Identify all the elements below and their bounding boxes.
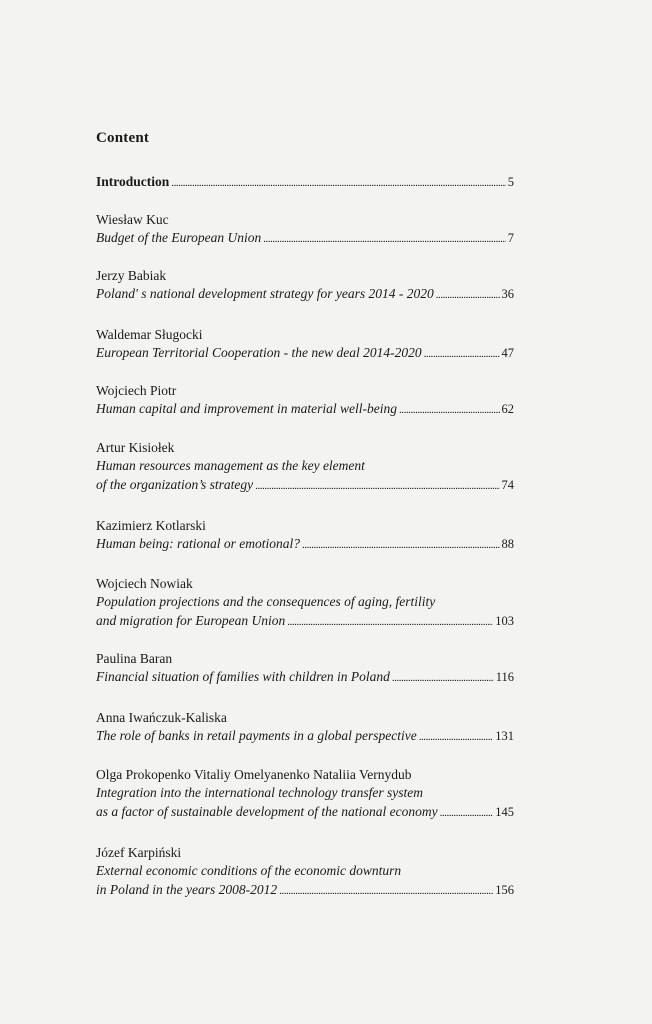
entry-author: Wojciech Piotr <box>96 383 177 398</box>
toc-entry <box>96 285 514 304</box>
toc-entry <box>96 535 514 554</box>
entry-title: of the organization’s strategy <box>96 477 254 492</box>
entry-title: Human being: rational or emotional? <box>96 536 300 551</box>
page-number: 103 <box>495 614 514 628</box>
entry-title: and migration for European Union <box>96 613 286 628</box>
entry-author: Wiesław Kuc <box>96 212 169 227</box>
dot-leader <box>419 727 494 746</box>
page-number: 74 <box>501 478 514 492</box>
page-number: 88 <box>501 537 514 551</box>
dot-leader <box>399 400 500 419</box>
dot-leader <box>436 285 500 304</box>
dot-leader <box>255 476 499 495</box>
dot-leader <box>302 535 500 554</box>
entry-author: Olga Prokopenko Vitaliy Omelyanenko Nataliia Vernydub <box>96 767 412 782</box>
toc-entry <box>96 668 514 687</box>
page-number: 62 <box>501 402 514 416</box>
toc-entry <box>96 344 514 363</box>
dot-leader <box>287 612 493 631</box>
entry-title: Financial situation of families with children in Poland <box>96 669 390 684</box>
toc-entry <box>96 400 514 419</box>
entry-title: as a factor of sustainable development of the national economy <box>96 804 438 819</box>
entry-title-line: Human resources management as the key element <box>96 458 365 473</box>
dot-leader <box>424 344 500 363</box>
entry-title: Introduction <box>96 174 170 189</box>
toc-entry <box>96 476 514 495</box>
entry-author: Józef Karpiński <box>96 845 182 860</box>
page-number: 116 <box>495 670 514 684</box>
entry-author: Wojciech Nowiak <box>96 576 193 591</box>
toc-entry <box>96 727 514 746</box>
dot-leader <box>263 229 506 248</box>
entry-title-line: Integration into the international technology transfer system <box>96 785 423 800</box>
dot-leader <box>392 668 494 687</box>
page-number: 131 <box>495 729 514 743</box>
toc-entry-introduction <box>96 173 514 192</box>
page-number: 36 <box>501 287 514 301</box>
entry-title: European Territorial Cooperation - the new deal 2014-2020 <box>96 345 422 360</box>
toc-entry <box>96 612 514 631</box>
toc-entry <box>96 229 514 248</box>
toc-entry <box>96 803 514 822</box>
page-number: 47 <box>501 346 514 360</box>
dot-leader <box>279 881 493 900</box>
page-number: 5 <box>507 175 514 189</box>
entry-author: Artur Kisiołek <box>96 440 175 455</box>
entry-author: Paulina Baran <box>96 651 173 666</box>
page-number: 145 <box>495 805 514 819</box>
entry-author: Waldemar Sługocki <box>96 327 203 342</box>
entry-author: Anna Iwańczuk-Kaliska <box>96 710 227 725</box>
dot-leader <box>440 803 494 822</box>
entry-title-line: External economic conditions of the economic downturn <box>96 863 402 878</box>
page-title: Content <box>96 130 150 146</box>
entry-title: Budget of the European Union <box>96 230 262 245</box>
entry-title: The role of banks in retail payments in a global perspective <box>96 728 417 743</box>
entry-title: Poland' s national development strategy for years 2014 - 2020 <box>96 286 434 301</box>
entry-title: in Poland in the years 2008-2012 <box>96 882 278 897</box>
entry-author: Jerzy Babiak <box>96 268 167 283</box>
toc-entry <box>96 881 514 900</box>
dot-leader <box>171 173 505 192</box>
entry-author: Kazimierz Kotlarski <box>96 518 206 533</box>
entry-title: Human capital and improvement in material well-being <box>96 401 397 416</box>
page-number: 156 <box>495 883 514 897</box>
page-number: 7 <box>507 231 514 245</box>
entry-title-line: Population projections and the consequences of aging, fertility <box>96 594 436 609</box>
